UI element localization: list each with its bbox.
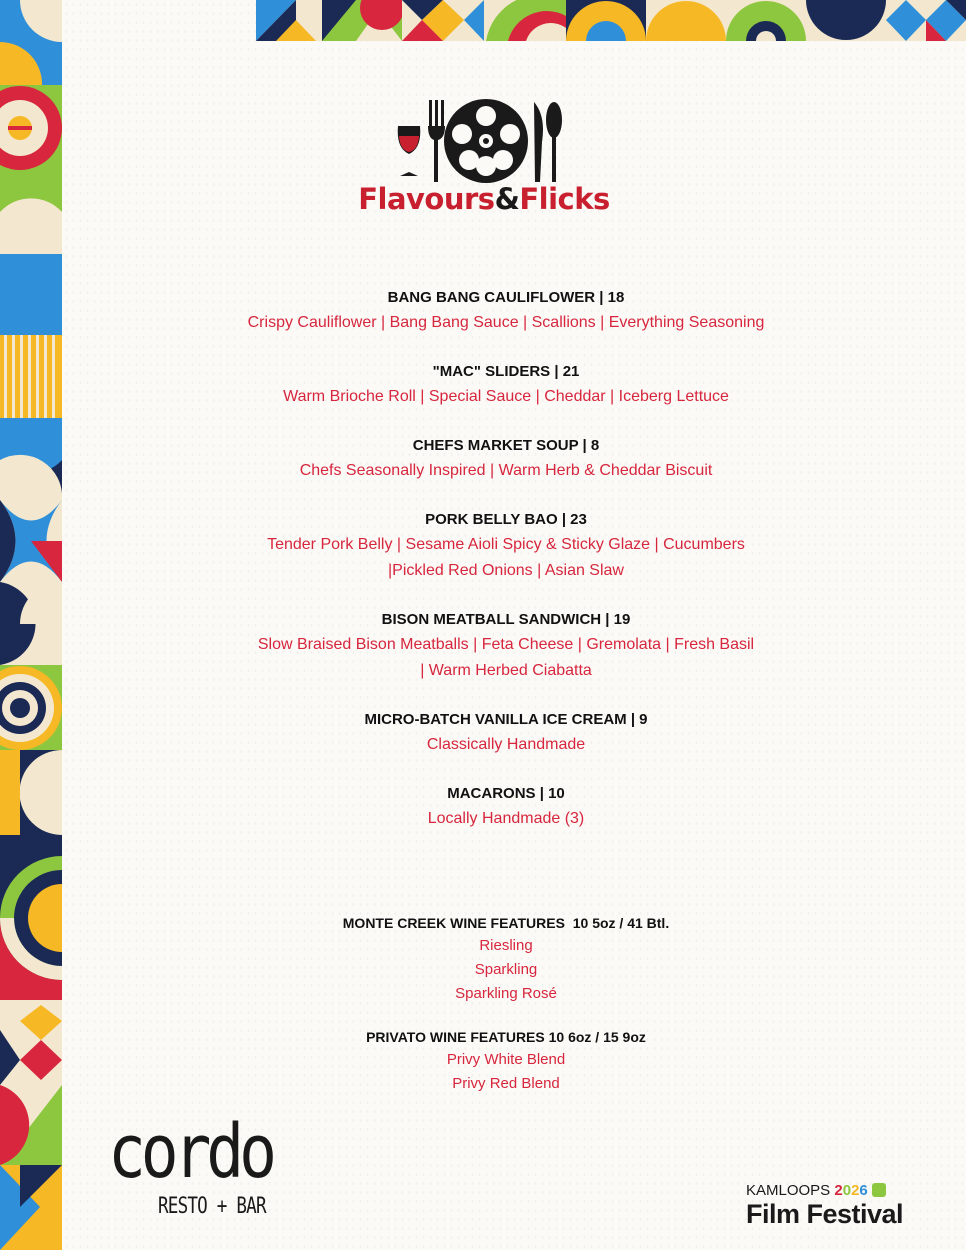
- menu-item-description: Chefs Seasonally Inspired | Warm Herb & Cheddar Biscuit: [299, 462, 713, 479]
- festival-city: KAMLOOPS: [746, 1182, 831, 1199]
- menu-item-description: | Warm Herbed Ciabatta: [420, 662, 592, 679]
- film-festival-logo: [746, 1182, 926, 1232]
- menu-item-name: PORK BELLY BAO | 23: [425, 511, 587, 528]
- menu-item-description: Tender Pork Belly | Sesame Aioli Spicy & Sticky Glaze | Cucumbers: [267, 536, 745, 553]
- menu-item-description: Warm Brioche Roll | Special Sauce | Cheddar | Iceberg Lettuce: [283, 388, 729, 405]
- left-geometric-border: [0, 0, 62, 1250]
- cordo-name: cordo: [108, 1109, 272, 1195]
- dinner-film-reel-icon: [336, 96, 632, 186]
- menu-item-description: Slow Braised Bison Meatballs | Feta Cheese | Gremolata | Fresh Basil: [257, 636, 755, 653]
- menu-item-name: MACARONS | 10: [447, 785, 565, 802]
- menu-item-description: Locally Handmade (3): [427, 810, 585, 827]
- wine-feature-block: [180, 1026, 832, 1096]
- menu-item: [180, 360, 832, 410]
- cordo-subtitle: RESTO + BAR: [158, 1194, 266, 1219]
- wine-item: Privy Red Blend: [452, 1075, 560, 1092]
- film-icon: [872, 1183, 886, 1197]
- brand-title: Flavours&Flicks: [358, 182, 610, 216]
- menu-item-description: Crispy Cauliflower | Bang Bang Sauce | Scallions | Everything Seasoning: [247, 314, 765, 331]
- menu-item-description: |Pickled Red Onions | Asian Slaw: [388, 562, 624, 579]
- wine-item: Privy White Blend: [446, 1051, 566, 1068]
- wine-feature-title: PRIVATO WINE FEATURES 10 6oz / 15 9oz: [366, 1029, 646, 1045]
- wine-item: Sparkling Rosé: [455, 985, 557, 1002]
- food-menu: [180, 286, 832, 856]
- flavours-flicks-logo: [336, 96, 632, 226]
- menu-item-description: Classically Handmade: [426, 736, 586, 753]
- wine-feature-title: MONTE CREEK WINE FEATURES 10 5oz / 41 Btl.: [342, 915, 670, 931]
- menu-item: [180, 508, 832, 584]
- menu-item: [180, 434, 832, 484]
- wine-features: [180, 912, 832, 1116]
- menu-item-name: MICRO-BATCH VANILLA ICE CREAM | 9: [364, 711, 648, 728]
- festival-city-year: [746, 1182, 926, 1200]
- menu-item: [180, 286, 832, 336]
- menu-item-name: BANG BANG CAULIFLOWER | 18: [387, 289, 625, 306]
- cordo-logo: [108, 1109, 272, 1222]
- festival-year: 2026: [834, 1182, 868, 1199]
- wine-item: Sparkling: [474, 961, 538, 978]
- wine-item: Riesling: [479, 937, 533, 954]
- menu-item-name: "MAC" SLIDERS | 21: [432, 363, 580, 380]
- menu-item: [180, 608, 832, 684]
- menu-item: [180, 708, 832, 758]
- festival-name: Film Festival: [746, 1199, 904, 1229]
- top-geometric-border: [256, 0, 966, 41]
- menu-item-name: CHEFS MARKET SOUP | 8: [412, 437, 600, 454]
- menu-item: [180, 782, 832, 832]
- wine-feature-block: [180, 912, 832, 1006]
- menu-item-name: BISON MEATBALL SANDWICH | 19: [381, 611, 631, 628]
